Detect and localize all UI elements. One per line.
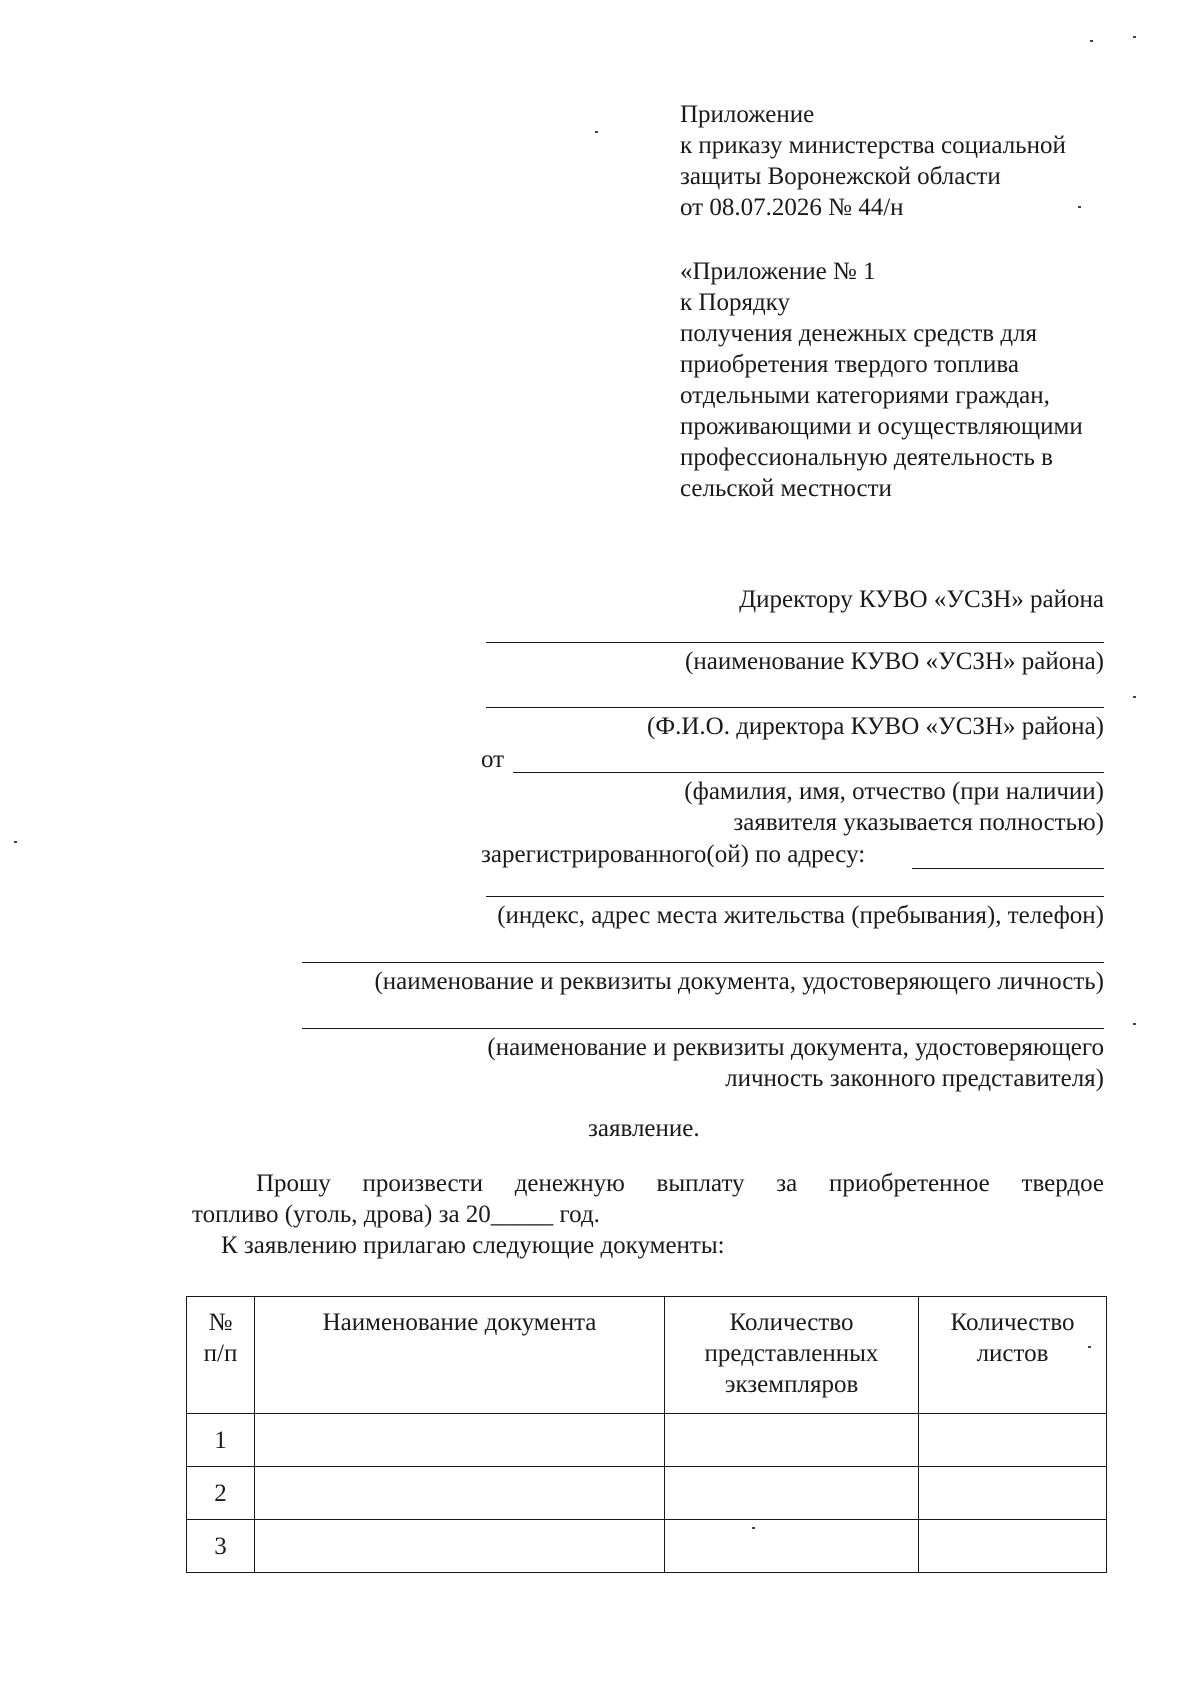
procedure-header-line: получения денежных средств для: [680, 320, 1038, 347]
row-document-name[interactable]: [255, 1414, 665, 1467]
row-copies[interactable]: [665, 1467, 919, 1520]
procedure-header-line: проживающими и осуществляющими: [680, 413, 1083, 440]
caption-id-document: (наименование и реквизиты документа, удостоверяющего личность): [374, 968, 1104, 995]
caption-representative-document-1: (наименование и реквизиты документа, удостоверяющего: [487, 1034, 1104, 1061]
row-sheets[interactable]: [919, 1520, 1107, 1573]
request-paragraph-line: Прошу произвести денежную выплату за приобретенное твердое: [256, 1170, 1104, 1197]
blank-line-address-inline[interactable]: [912, 868, 1104, 869]
header-sheets-line: листов: [976, 1340, 1049, 1367]
header-document-name-text: Наименование документа: [322, 1309, 597, 1336]
scan-speck: [1133, 696, 1136, 698]
procedure-header: [680, 256, 1083, 504]
scan-speck: [1078, 206, 1081, 208]
caption-office-name: (наименование КУВО «УСЗН» района): [685, 648, 1104, 675]
table-row: [187, 1414, 1107, 1467]
row-number: 1: [187, 1414, 255, 1467]
request-paragraph-line: топливо (уголь, дрова) за 20_____ год.: [192, 1201, 600, 1228]
procedure-header-line: к Порядку: [680, 289, 790, 316]
row-copies[interactable]: [665, 1414, 919, 1467]
request-paragraph: [192, 1168, 1104, 1230]
header-sheets-line: Количество: [950, 1309, 1075, 1336]
header-copies-line: представленных: [704, 1340, 879, 1367]
scan-speck: [752, 1527, 755, 1529]
table-header-row: [187, 1297, 1107, 1414]
blank-line-id-document[interactable]: [302, 962, 1104, 963]
header-number-line: №: [208, 1309, 233, 1336]
procedure-header-line: профессиональную деятельность в: [680, 444, 1053, 471]
appendix-header-line: от 08.07.2026 № 44/н: [680, 194, 904, 221]
scan-speck: [1090, 40, 1093, 42]
row-number: 2: [187, 1467, 255, 1520]
caption-director-name: (Ф.И.О. директора КУВО «УСЗН» района): [647, 713, 1104, 740]
documents-table: [186, 1296, 1107, 1573]
header-document-name: [255, 1297, 665, 1414]
blank-line-director-name[interactable]: [486, 707, 1104, 708]
header-copies-line: Количество: [729, 1309, 854, 1336]
row-sheets[interactable]: [919, 1414, 1107, 1467]
row-document-name[interactable]: [255, 1467, 665, 1520]
blank-line-address[interactable]: [486, 896, 1104, 897]
appendix-header-line: к приказу министерства социальной: [680, 132, 1066, 159]
scan-speck: [1088, 1346, 1091, 1348]
scan-speck: [1133, 36, 1136, 38]
header-copies-line: экземпляров: [724, 1371, 859, 1398]
statement-title: заявление.: [588, 1115, 700, 1142]
procedure-header-line: сельской местности: [680, 475, 892, 502]
scan-speck: [1133, 1023, 1136, 1025]
caption-representative-document-2: личность законного представителя): [725, 1065, 1104, 1092]
appendix-header: [680, 99, 1066, 223]
header-copies: [665, 1297, 919, 1414]
caption-address: (индекс, адрес места жительства (пребывания), телефон): [497, 902, 1104, 929]
caption-applicant-name-2: заявителя указывается полностью): [733, 809, 1104, 836]
caption-applicant-name-1: (фамилия, имя, отчество (при наличии): [684, 778, 1104, 805]
row-document-name[interactable]: [255, 1520, 665, 1573]
header-sheets: [919, 1297, 1107, 1414]
row-sheets[interactable]: [919, 1467, 1107, 1520]
procedure-header-line: приобретения твердого топлива: [680, 351, 1019, 378]
procedure-header-line: «Приложение № 1: [680, 258, 876, 285]
appendix-header-line: Приложение: [680, 101, 815, 128]
table-row: [187, 1520, 1107, 1573]
attachments-intro: К заявлению прилагаю следующие документы:: [221, 1232, 725, 1259]
blank-line-office-name[interactable]: [486, 642, 1104, 643]
scan-speck: [14, 841, 17, 843]
header-number-line: п/п: [203, 1340, 238, 1367]
procedure-header-line: отдельными категориями граждан,: [680, 382, 1050, 409]
row-copies[interactable]: [665, 1520, 919, 1573]
blank-line-representative-document[interactable]: [302, 1028, 1104, 1029]
blank-line-applicant-name[interactable]: [513, 772, 1104, 773]
registered-label: зарегистрированного(ой) по адресу:: [481, 841, 866, 868]
appendix-header-line: защиты Воронежской области: [680, 163, 1001, 190]
header-number: [187, 1297, 255, 1414]
addressee-to: Директору КУВО «УСЗН» района: [739, 586, 1104, 613]
scan-speck: [595, 131, 598, 133]
row-number: 3: [187, 1520, 255, 1573]
from-label: от: [481, 746, 505, 773]
table-row: [187, 1467, 1107, 1520]
